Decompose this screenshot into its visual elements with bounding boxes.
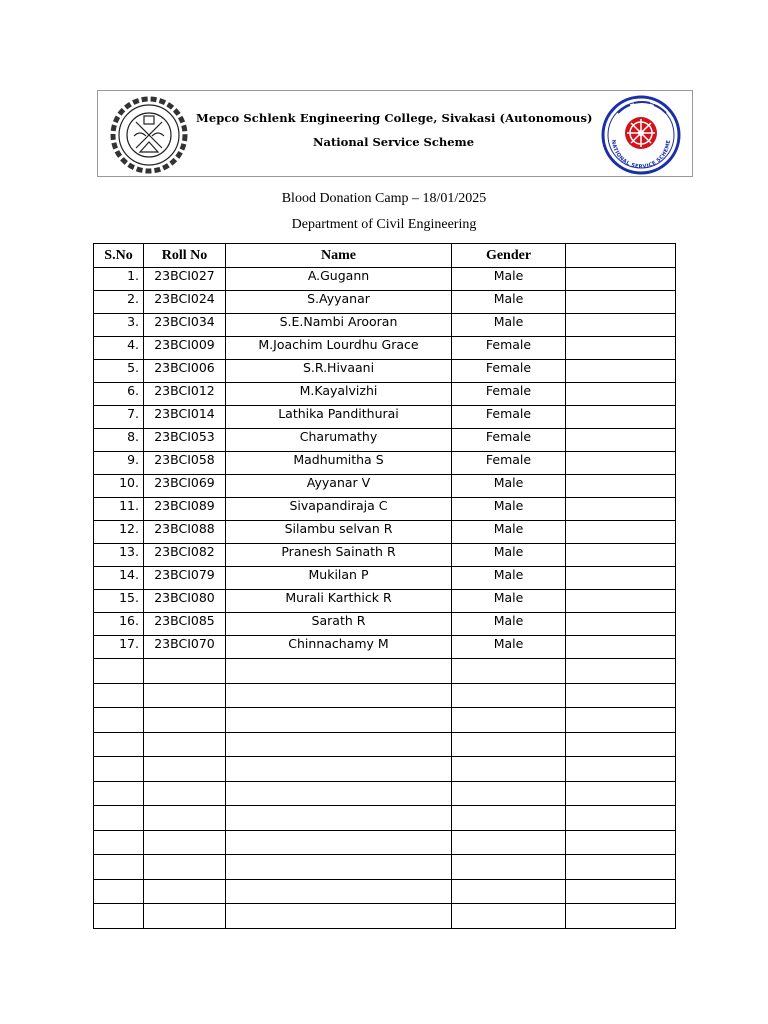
sno-cell: 4.	[94, 337, 144, 360]
empty-cell	[94, 683, 144, 708]
name-cell: Lathika Pandithurai	[226, 406, 452, 429]
column-header-sno: S.No	[94, 244, 144, 268]
empty-cell	[452, 830, 566, 855]
name-cell: Silambu selvan R	[226, 521, 452, 544]
empty-cell	[452, 904, 566, 929]
empty-table-row	[94, 732, 676, 757]
empty-table-row	[94, 806, 676, 831]
empty-cell	[94, 855, 144, 880]
roll-no-cell: 23BCI082	[144, 544, 226, 567]
name-cell: Murali Karthick R	[226, 590, 452, 613]
empty-cell	[566, 659, 676, 684]
gender-cell: Female	[452, 452, 566, 475]
empty-cell	[226, 904, 452, 929]
sno-cell: 12.	[94, 521, 144, 544]
blank-cell	[566, 314, 676, 337]
sno-cell: 11.	[94, 498, 144, 521]
name-cell: S.R.Hivaani	[226, 360, 452, 383]
roll-no-cell: 23BCI070	[144, 636, 226, 659]
empty-cell	[452, 732, 566, 757]
sno-cell: 13.	[94, 544, 144, 567]
gender-cell: Male	[452, 475, 566, 498]
sno-cell: 17.	[94, 636, 144, 659]
sno-cell: 6.	[94, 383, 144, 406]
gender-cell: Male	[452, 314, 566, 337]
gender-cell: Female	[452, 337, 566, 360]
empty-cell	[566, 683, 676, 708]
blank-cell	[566, 521, 676, 544]
empty-cell	[94, 757, 144, 782]
blank-cell	[566, 452, 676, 475]
gender-cell: Male	[452, 291, 566, 314]
attendance-table	[93, 243, 676, 929]
roll-no-cell: 23BCI079	[144, 567, 226, 590]
gender-cell: Female	[452, 383, 566, 406]
empty-cell	[226, 659, 452, 684]
name-cell: M.Kayalvizhi	[226, 383, 452, 406]
event-title: Blood Donation Camp – 18/01/2025	[281, 191, 487, 206]
empty-cell	[566, 781, 676, 806]
department-title: Department of Civil Engineering	[291, 217, 477, 232]
empty-cell	[226, 708, 452, 733]
empty-table-row	[94, 757, 676, 782]
roll-no-cell: 23BCI080	[144, 590, 226, 613]
name-cell: Sivapandiraja C	[226, 498, 452, 521]
empty-cell	[226, 806, 452, 831]
sno-cell: 10.	[94, 475, 144, 498]
empty-cell	[94, 879, 144, 904]
blank-cell	[566, 498, 676, 521]
empty-cell	[144, 732, 226, 757]
roll-no-cell: 23BCI034	[144, 314, 226, 337]
gender-cell: Male	[452, 590, 566, 613]
empty-cell	[566, 855, 676, 880]
empty-cell	[94, 806, 144, 831]
gender-cell: Male	[452, 613, 566, 636]
table-row	[94, 475, 676, 498]
table-row	[94, 383, 676, 406]
name-cell: Mukilan P	[226, 567, 452, 590]
gender-cell: Female	[452, 429, 566, 452]
table-row	[94, 268, 676, 291]
roll-no-cell: 23BCI058	[144, 452, 226, 475]
empty-cell	[144, 781, 226, 806]
blank-cell	[566, 429, 676, 452]
gender-cell: Male	[452, 636, 566, 659]
table-row	[94, 452, 676, 475]
roll-no-cell: 23BCI053	[144, 429, 226, 452]
empty-cell	[144, 855, 226, 880]
empty-cell	[226, 683, 452, 708]
empty-cell	[144, 830, 226, 855]
gender-cell: Male	[452, 567, 566, 590]
name-cell: Madhumitha S	[226, 452, 452, 475]
empty-cell	[94, 708, 144, 733]
table-row	[94, 291, 676, 314]
empty-cell	[452, 781, 566, 806]
empty-cell	[144, 904, 226, 929]
empty-cell	[94, 659, 144, 684]
sno-cell: 14.	[94, 567, 144, 590]
empty-table-row	[94, 781, 676, 806]
roll-no-cell: 23BCI012	[144, 383, 226, 406]
column-header-name: Name	[226, 244, 452, 268]
name-cell: Charumathy	[226, 429, 452, 452]
nss-logo-text: NATIONAL SERVICE SCHEME	[609, 139, 673, 171]
empty-cell	[566, 806, 676, 831]
roll-no-cell: 23BCI085	[144, 613, 226, 636]
scheme-name: National Service Scheme	[313, 135, 475, 149]
sno-cell: 3.	[94, 314, 144, 337]
empty-cell	[566, 904, 676, 929]
sno-cell: 9.	[94, 452, 144, 475]
blank-cell	[566, 406, 676, 429]
table-row	[94, 429, 676, 452]
empty-table-row	[94, 708, 676, 733]
gender-cell: Male	[452, 498, 566, 521]
table-row	[94, 636, 676, 659]
blank-cell	[566, 475, 676, 498]
blank-cell	[566, 383, 676, 406]
name-cell: Ayyanar V	[226, 475, 452, 498]
empty-cell	[566, 879, 676, 904]
gender-cell: Male	[452, 544, 566, 567]
roll-no-cell: 23BCI006	[144, 360, 226, 383]
empty-table-row	[94, 879, 676, 904]
blank-cell	[566, 360, 676, 383]
name-cell: Sarath R	[226, 613, 452, 636]
blank-cell	[566, 544, 676, 567]
blank-cell	[566, 613, 676, 636]
table-body	[94, 268, 676, 929]
empty-cell	[452, 855, 566, 880]
roll-no-cell: 23BCI024	[144, 291, 226, 314]
table-row	[94, 498, 676, 521]
sno-cell: 8.	[94, 429, 144, 452]
table-header-row	[94, 244, 676, 268]
blank-cell	[566, 268, 676, 291]
empty-cell	[94, 781, 144, 806]
empty-cell	[144, 757, 226, 782]
sno-cell: 15.	[94, 590, 144, 613]
empty-cell	[566, 757, 676, 782]
empty-table-row	[94, 904, 676, 929]
roll-no-cell: 23BCI089	[144, 498, 226, 521]
nss-emblem-icon	[598, 95, 684, 175]
table-row	[94, 613, 676, 636]
column-header-gender: Gender	[452, 244, 566, 268]
empty-table-row	[94, 659, 676, 684]
empty-table-row	[94, 855, 676, 880]
college-emblem-icon	[106, 96, 192, 174]
empty-cell	[94, 904, 144, 929]
column-header-blank	[566, 244, 676, 268]
empty-cell	[226, 855, 452, 880]
table-row	[94, 314, 676, 337]
blank-cell	[566, 337, 676, 360]
column-header-roll-no: Roll No	[144, 244, 226, 268]
name-cell: S.Ayyanar	[226, 291, 452, 314]
sno-cell: 5.	[94, 360, 144, 383]
gender-cell: Female	[452, 406, 566, 429]
name-cell: A.Gugann	[226, 268, 452, 291]
empty-cell	[226, 757, 452, 782]
table-row	[94, 360, 676, 383]
empty-cell	[144, 683, 226, 708]
empty-cell	[566, 708, 676, 733]
blank-cell	[566, 567, 676, 590]
table-row	[94, 544, 676, 567]
empty-cell	[94, 732, 144, 757]
empty-table-row	[94, 830, 676, 855]
gender-cell: Male	[452, 268, 566, 291]
name-cell: Chinnachamy M	[226, 636, 452, 659]
empty-cell	[144, 806, 226, 831]
roll-no-cell: 23BCI014	[144, 406, 226, 429]
roll-no-cell: 23BCI027	[144, 268, 226, 291]
table-row	[94, 590, 676, 613]
empty-cell	[226, 879, 452, 904]
empty-cell	[452, 683, 566, 708]
table-row	[94, 337, 676, 360]
table-row	[94, 567, 676, 590]
gender-cell: Male	[452, 521, 566, 544]
empty-cell	[226, 830, 452, 855]
sno-cell: 16.	[94, 613, 144, 636]
roll-no-cell: 23BCI069	[144, 475, 226, 498]
sno-cell: 1.	[94, 268, 144, 291]
college-name: Mepco Schlenk Engineering College, Sivakasi (Autonomous)	[196, 111, 593, 125]
table-row	[94, 406, 676, 429]
empty-cell	[144, 708, 226, 733]
empty-cell	[452, 659, 566, 684]
name-cell: S.E.Nambi Arooran	[226, 314, 452, 337]
empty-cell	[144, 659, 226, 684]
sno-cell: 2.	[94, 291, 144, 314]
table-row	[94, 521, 676, 544]
sno-cell: 7.	[94, 406, 144, 429]
empty-cell	[226, 781, 452, 806]
empty-cell	[566, 732, 676, 757]
empty-cell	[452, 879, 566, 904]
college-banner	[97, 90, 693, 177]
empty-cell	[452, 757, 566, 782]
name-cell: M.Joachim Lourdhu Grace	[226, 337, 452, 360]
gender-cell: Female	[452, 360, 566, 383]
empty-cell	[452, 806, 566, 831]
empty-cell	[94, 830, 144, 855]
blank-cell	[566, 636, 676, 659]
name-cell: Pranesh Sainath R	[226, 544, 452, 567]
empty-cell	[144, 879, 226, 904]
empty-table-row	[94, 683, 676, 708]
blank-cell	[566, 291, 676, 314]
roll-no-cell: 23BCI088	[144, 521, 226, 544]
empty-cell	[226, 732, 452, 757]
roll-no-cell: 23BCI009	[144, 337, 226, 360]
empty-cell	[452, 708, 566, 733]
blank-cell	[566, 590, 676, 613]
empty-cell	[566, 830, 676, 855]
